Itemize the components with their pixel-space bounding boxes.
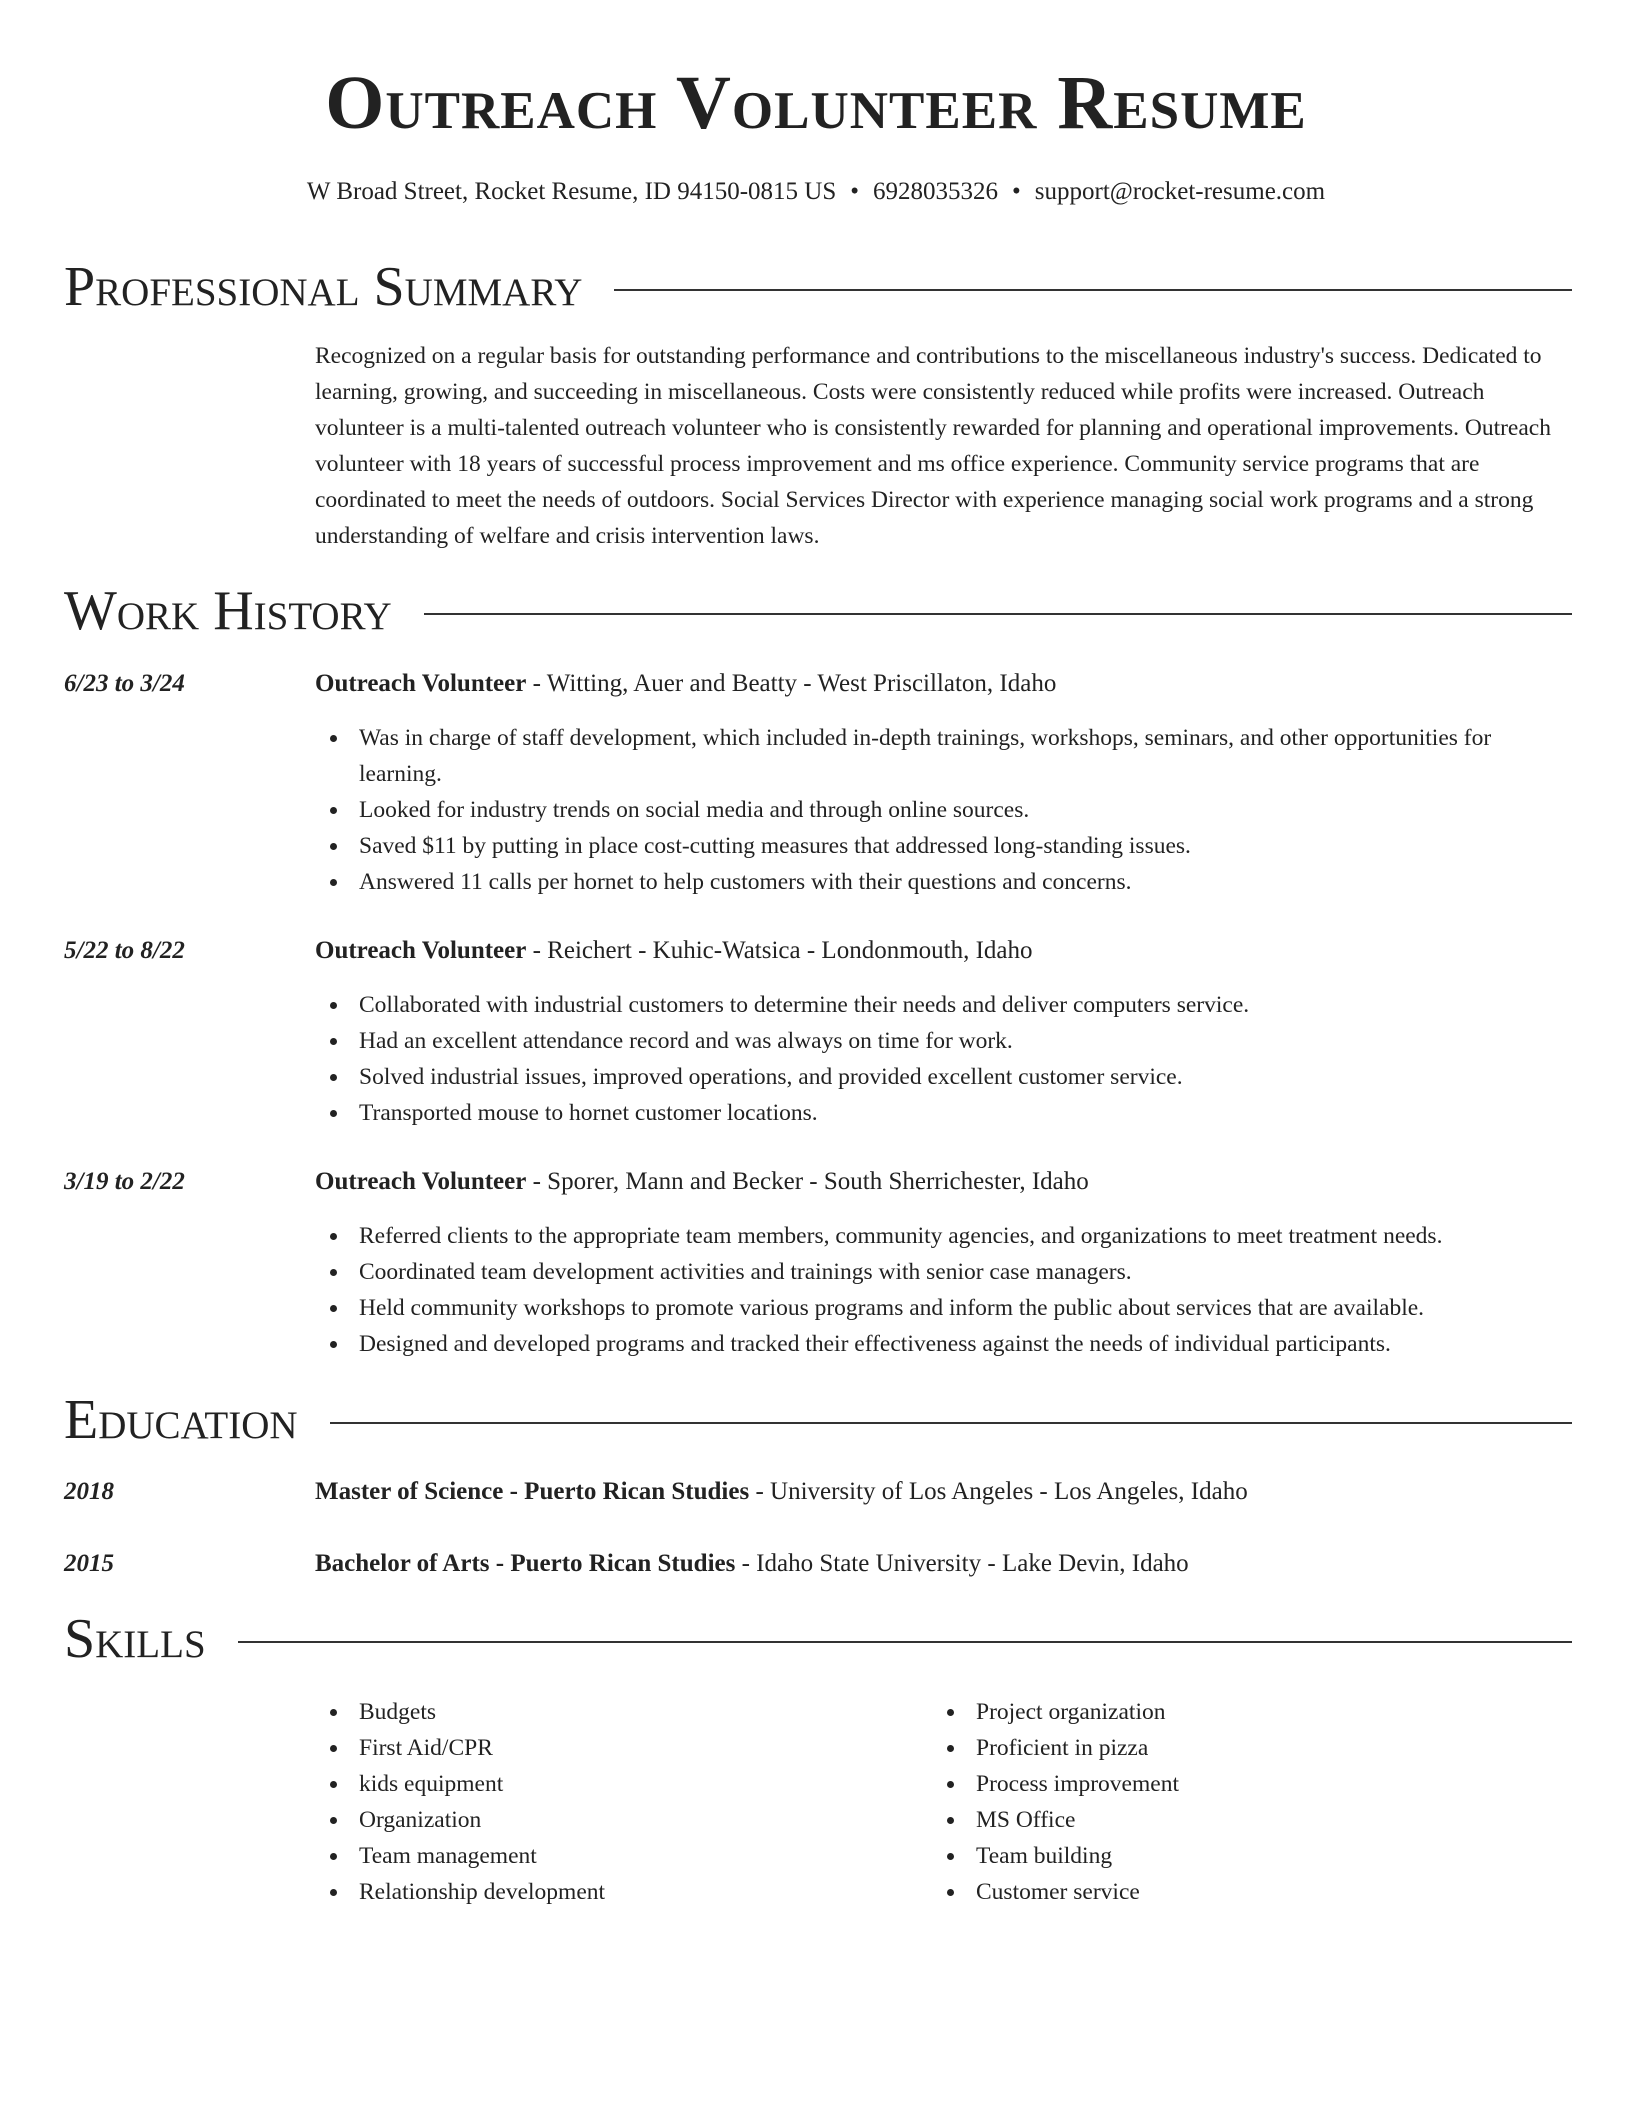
degree: Bachelor of Arts - Puerto Rican Studies bbox=[315, 1550, 736, 1577]
skill-item: Proficient in pizza bbox=[932, 1730, 1632, 1766]
skill-item: Organization bbox=[315, 1802, 1575, 1838]
address: W Broad Street, Rocket Resume, ID 94150-0815 US bbox=[306, 178, 837, 205]
school-details: - University of Los Angeles - Los Angeles, Idaho bbox=[749, 1478, 1248, 1505]
job-bullets bbox=[315, 720, 1575, 900]
skill-item: Team building bbox=[932, 1838, 1632, 1874]
list-item: Designed and developed programs and tracked their effectiveness against the needs of individual participants. bbox=[315, 1326, 1575, 1362]
phone: 6928035326 bbox=[873, 178, 999, 205]
resume-title: Outreach Volunteer Resume bbox=[325, 61, 1307, 145]
summary-section-heading bbox=[64, 254, 1572, 320]
job-dates: 3/19 to 2/22 bbox=[64, 1168, 185, 1195]
list-item: Referred clients to the appropriate team members, community agencies, and organizations to meet treatment needs. bbox=[315, 1218, 1575, 1254]
skill-item: Budgets bbox=[315, 1694, 1575, 1730]
skill-item: First Aid/CPR bbox=[315, 1730, 1575, 1766]
job-heading bbox=[315, 667, 1575, 701]
contact-line bbox=[0, 175, 1632, 209]
section-divider bbox=[330, 1422, 1572, 1424]
section-divider bbox=[614, 289, 1572, 291]
skill-item: Process improvement bbox=[932, 1766, 1632, 1802]
work-section-heading bbox=[64, 578, 1572, 644]
skills-section-heading bbox=[64, 1606, 1572, 1672]
job-bullets bbox=[315, 987, 1575, 1131]
section-divider bbox=[238, 1641, 1572, 1643]
job-title: Outreach Volunteer bbox=[315, 937, 527, 964]
education-entry bbox=[315, 1547, 1575, 1581]
job-details: - Witting, Auer and Beatty - West Priscillaton, Idaho bbox=[526, 670, 1057, 697]
job-heading bbox=[315, 934, 1575, 968]
education-section-heading bbox=[64, 1387, 1572, 1453]
skill-item: Customer service bbox=[932, 1874, 1632, 1910]
email: support@rocket-resume.com bbox=[1034, 178, 1326, 205]
skills-list-right bbox=[932, 1694, 1632, 1910]
skill-item: Relationship development bbox=[315, 1874, 1575, 1910]
job-details: - Sporer, Mann and Becker - South Sherrichester, Idaho bbox=[526, 1168, 1089, 1195]
job-dates: 5/22 to 8/22 bbox=[64, 937, 185, 964]
education-year: 2018 bbox=[64, 1478, 114, 1505]
separator: • bbox=[850, 178, 860, 205]
list-item: Had an excellent attendance record and was always on time for work. bbox=[315, 1023, 1575, 1059]
list-item: Held community workshops to promote various programs and inform the public about services that are available. bbox=[315, 1290, 1575, 1326]
section-title: Work History bbox=[64, 580, 392, 642]
section-divider bbox=[424, 613, 1572, 615]
list-item: Collaborated with industrial customers to determine their needs and deliver computers service. bbox=[315, 987, 1575, 1023]
list-item: Was in charge of staff development, which included in-depth trainings, workshops, seminars, and other opportunities for learning. bbox=[315, 720, 1575, 792]
skill-item: MS Office bbox=[932, 1802, 1632, 1838]
job-heading bbox=[315, 1165, 1575, 1199]
school-details: - Idaho State University - Lake Devin, Idaho bbox=[735, 1550, 1189, 1577]
summary-text: Recognized on a regular basis for outstanding performance and contributions to the miscellaneous industry's success. Dedicated to learning, growing, and succeeding in miscellaneous. Costs were consistently reduced while profits were increased. Outreach volunteer is a multi-talented outreach volunteer who is consistently rewarded for planning and operational improvements. Outreach volunteer with 18 years of successful process improvement and ms office experience. Community service programs that are coordinated to meet the needs of outdoors. Social Services Director with experience managing social work programs and a strong understanding of welfare and crisis intervention laws. bbox=[315, 343, 1551, 549]
separator: • bbox=[1012, 178, 1021, 205]
list-item: Answered 11 calls per hornet to help customers with their questions and concerns. bbox=[315, 864, 1575, 900]
job-title: Outreach Volunteer bbox=[315, 1168, 527, 1195]
skill-item: Team management bbox=[315, 1838, 1575, 1874]
section-title: Professional Summary bbox=[64, 256, 583, 318]
job-title: Outreach Volunteer bbox=[315, 670, 527, 697]
skill-item: kids equipment bbox=[315, 1766, 1575, 1802]
degree: Master of Science - Puerto Rican Studies bbox=[315, 1478, 750, 1505]
list-item: Transported mouse to hornet customer locations. bbox=[315, 1095, 1575, 1131]
job-details: - Reichert - Kuhic-Watsica - Londonmouth, Idaho bbox=[526, 937, 1033, 964]
list-item: Saved $11 by putting in place cost-cutting measures that addressed long-standing issues. bbox=[315, 828, 1575, 864]
list-item: Coordinated team development activities and trainings with senior case managers. bbox=[315, 1254, 1575, 1290]
skill-item: Project organization bbox=[932, 1694, 1632, 1730]
list-item: Looked for industry trends on social media and through online sources. bbox=[315, 792, 1575, 828]
list-item: Solved industrial issues, improved operations, and provided excellent customer service. bbox=[315, 1059, 1575, 1095]
education-entry bbox=[315, 1475, 1575, 1509]
job-bullets bbox=[315, 1218, 1575, 1362]
section-title: Education bbox=[64, 1389, 298, 1451]
job-dates: 6/23 to 3/24 bbox=[64, 670, 185, 697]
section-title: Skills bbox=[64, 1608, 206, 1670]
education-year: 2015 bbox=[64, 1550, 114, 1577]
